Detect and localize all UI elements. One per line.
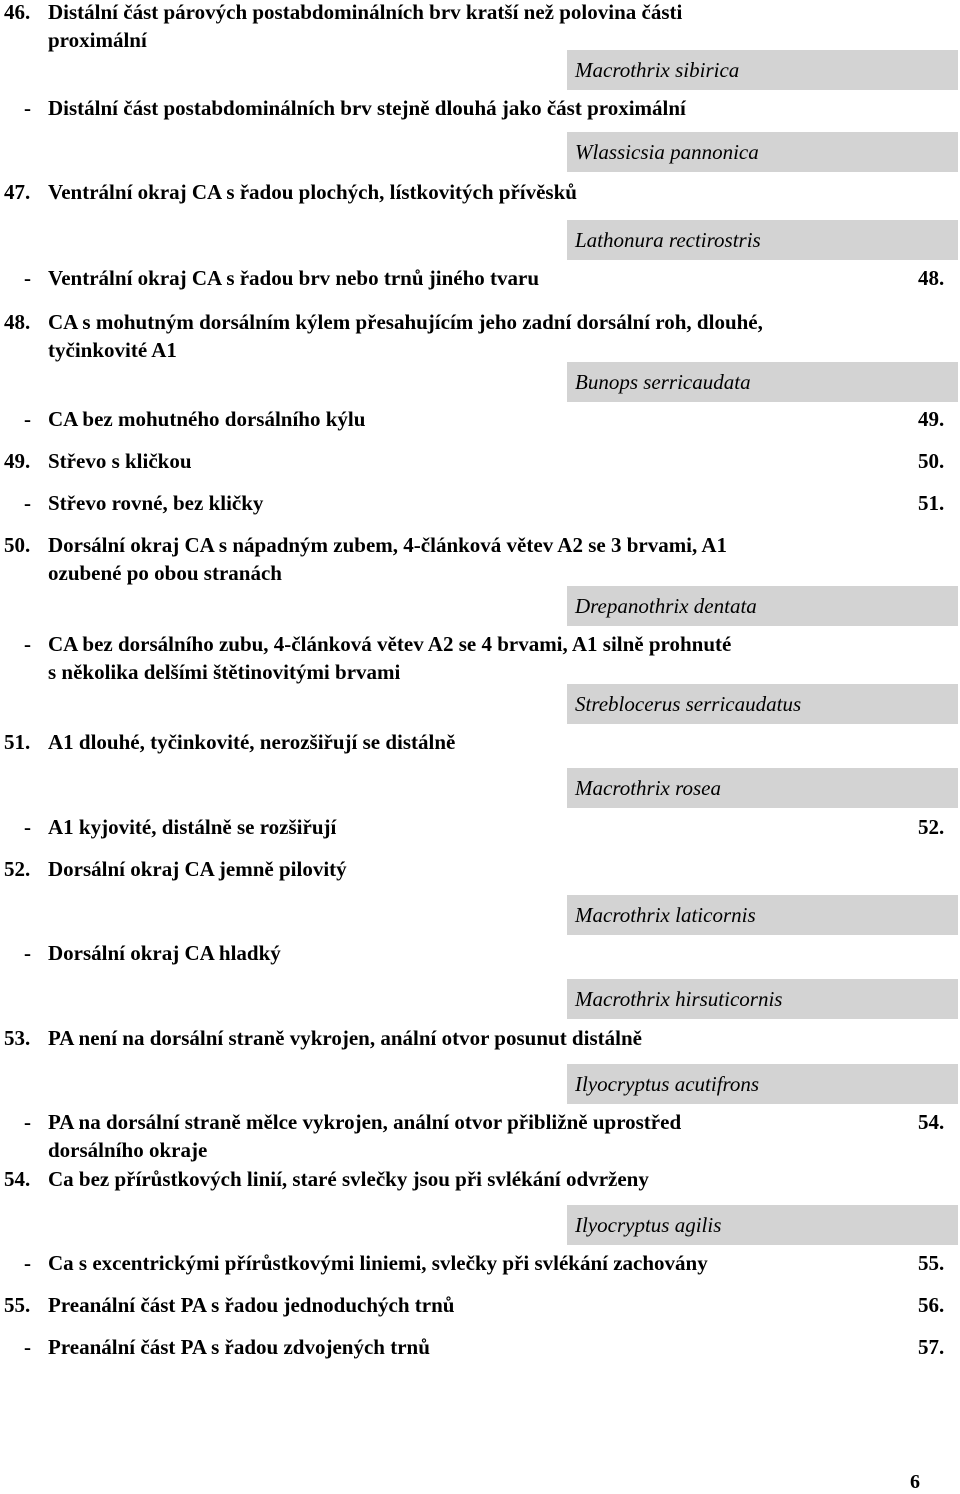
page-number: 6 [910, 1471, 920, 1493]
couplet-reference: 50. [918, 449, 945, 473]
couplet-text: Střevo rovné, bez kličky [48, 491, 264, 515]
couplet-number: 46. [4, 0, 31, 24]
couplet-number: 53. [4, 1026, 31, 1050]
dash-marker: - [24, 1251, 31, 1275]
taxon-name: Drepanothrix dentata [575, 594, 757, 618]
couplet-text: Ca s excentrickými přírůstkovými liniemi, svlečky při svlékání zachovány [48, 1251, 708, 1275]
taxon-result-box [567, 220, 958, 260]
taxon-result-box [567, 586, 958, 626]
dash-marker: - [24, 266, 31, 290]
couplet-text: A1 kyjovité, distálně se rozšiřují [48, 815, 337, 839]
couplet-number: 49. [4, 449, 31, 473]
couplet-number: 50. [4, 533, 31, 557]
couplet-reference: 49. [918, 407, 945, 431]
taxon-name: Macrothrix hirsuticornis [575, 987, 783, 1011]
taxon-result-box [567, 132, 958, 172]
dash-marker: - [24, 407, 31, 431]
taxon-result-box [567, 1064, 958, 1104]
taxon-result-box [567, 768, 958, 808]
couplet-number: 47. [4, 180, 31, 204]
couplet-number: 48. [4, 310, 31, 334]
couplet-text: CA bez mohutného dorsálního kýlu [48, 407, 366, 431]
taxon-name: Macrothrix rosea [575, 776, 722, 800]
dash-marker: - [24, 632, 31, 656]
couplet-reference: 57. [918, 1335, 945, 1359]
couplet-text: Ca bez přírůstkových linií, staré svlečky jsou při svlékání odvrženy [48, 1167, 649, 1191]
couplet-text: Ventrální okraj CA s řadou plochých, lístkovitých přívěsků [48, 180, 577, 204]
couplet-number: 54. [4, 1167, 31, 1191]
couplet-number: 52. [4, 857, 31, 881]
taxon-name: Ilyocryptus acutifrons [575, 1072, 760, 1096]
couplet-text: Distální část párových postabdominálních brv kratší než polovina části [48, 0, 683, 24]
dash-marker: - [24, 815, 31, 839]
couplet-text: proximální [48, 28, 147, 52]
taxon-result-box [567, 979, 958, 1019]
couplet-text: Preanální část PA s řadou jednoduchých trnů [48, 1293, 455, 1317]
couplet-text: Dorsální okraj CA hladký [48, 941, 281, 965]
couplet-reference: 56. [918, 1293, 945, 1317]
couplet-text: CA s mohutným dorsálním kýlem přesahujícím jeho zadní dorsální roh, dlouhé, [48, 310, 763, 334]
dash-marker: - [24, 1335, 31, 1359]
couplet-text: A1 dlouhé, tyčinkovité, nerozšiřují se distálně [48, 730, 456, 754]
couplet-text: Střevo s kličkou [48, 449, 192, 473]
couplet-text: Preanální část PA s řadou zdvojených trnů [48, 1335, 430, 1359]
taxon-name: Macrothrix sibirica [575, 58, 740, 82]
taxon-name: Macrothrix laticornis [575, 903, 756, 927]
dash-marker: - [24, 941, 31, 965]
couplet-text: Distální část postabdominálních brv stejně dlouhá jako část proximální [48, 96, 686, 120]
taxon-result-box [567, 362, 958, 402]
couplet-text: dorsálního okraje [48, 1138, 208, 1162]
taxon-result-box [567, 684, 958, 724]
dash-marker: - [24, 96, 31, 120]
taxon-name: Lathonura rectirostris [575, 228, 761, 252]
couplet-number: 55. [4, 1293, 31, 1317]
taxon-name: Ilyocryptus agilis [575, 1213, 722, 1237]
taxon-result-box [567, 1205, 958, 1245]
couplet-text: s několika delšími štětinovitými brvami [48, 660, 401, 684]
couplet-number: 51. [4, 730, 31, 754]
couplet-reference: 51. [918, 491, 945, 515]
couplet-text: PA není na dorsální straně vykrojen, anální otvor posunut distálně [48, 1026, 642, 1050]
taxon-result-box [567, 50, 958, 90]
couplet-reference: 48. [918, 266, 945, 290]
taxon-name: Wlassicsia pannonica [575, 140, 759, 164]
couplet-text: tyčinkovité A1 [48, 338, 177, 362]
taxon-name: Bunops serricaudata [575, 370, 751, 394]
dash-marker: - [24, 1110, 31, 1134]
couplet-text: Dorsální okraj CA s nápadným zubem, 4-článková větev A2 se 3 brvami, A1 [48, 533, 728, 557]
couplet-text: PA na dorsální straně mělce vykrojen, anální otvor přibližně uprostřed [48, 1110, 682, 1134]
couplet-text: Dorsální okraj CA jemně pilovitý [48, 857, 347, 881]
taxon-name: Streblocerus serricaudatus [575, 692, 802, 716]
couplet-reference: 55. [918, 1251, 945, 1275]
taxon-result-box [567, 895, 958, 935]
couplet-text: CA bez dorsálního zubu, 4-článková větev A2 se 4 brvami, A1 silně prohnuté [48, 632, 732, 656]
couplet-text: ozubené po obou stranách [48, 561, 282, 585]
couplet-text: Ventrální okraj CA s řadou brv nebo trnů jiného tvaru [48, 266, 540, 290]
couplet-reference: 54. [918, 1110, 945, 1134]
dash-marker: - [24, 491, 31, 515]
couplet-reference: 52. [918, 815, 945, 839]
